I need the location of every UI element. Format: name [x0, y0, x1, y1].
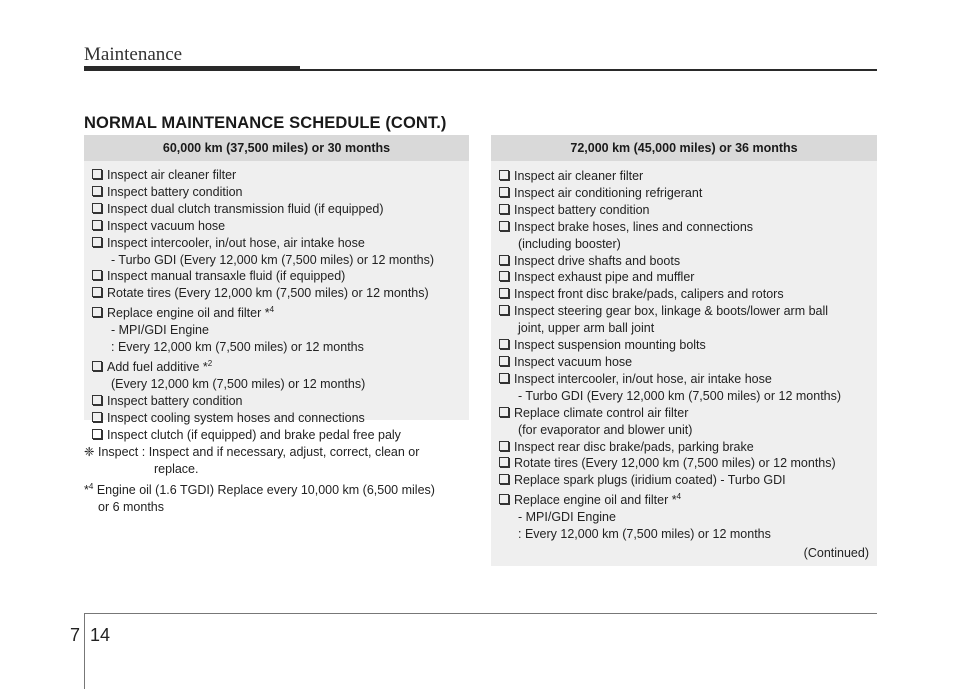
- checklist-item: [92, 393, 461, 410]
- footnote-sup: 4: [88, 482, 94, 491]
- checkbox-icon: [92, 203, 102, 213]
- item-text: Replace spark plugs (iridium coated) - Turbo GDI: [514, 473, 786, 488]
- checklist-item: [92, 167, 461, 184]
- checkbox-icon: [499, 494, 509, 504]
- section-title: NORMAL MAINTENANCE SCHEDULE (CONT.): [84, 114, 447, 132]
- item-text: Add fuel additive *: [107, 360, 208, 375]
- item-text: - Turbo GDI (Every 12,000 km (7,500 miles) or 12 months): [518, 388, 842, 403]
- item-text: (for evaporator and blower unit): [518, 422, 693, 437]
- item-text: Inspect vacuum hose: [107, 218, 226, 233]
- list-item-detail: [499, 526, 869, 543]
- checklist-item: [92, 285, 461, 302]
- item-text: Inspect air conditioning refrigerant: [514, 185, 703, 200]
- item-text: Replace climate control air filter: [514, 405, 689, 420]
- item-text: Inspect exhaust pipe and muffler: [514, 270, 695, 285]
- checkbox-icon: [499, 407, 509, 417]
- checkbox-icon: [499, 271, 509, 281]
- footer-vertical-rule: [84, 613, 85, 689]
- item-text: Inspect battery condition: [107, 394, 243, 409]
- checklist-item: [499, 219, 869, 236]
- checklist-item: [499, 185, 869, 202]
- header-rule-thin: [300, 69, 877, 71]
- checkbox-icon: [92, 412, 102, 422]
- item-text: Inspect brake hoses, lines and connections: [514, 219, 754, 234]
- checklist-item: [499, 371, 869, 388]
- list-item-detail: [499, 236, 869, 253]
- checklist-item: [92, 410, 461, 427]
- item-text: Replace engine oil and filter *: [514, 493, 677, 508]
- checklist-item: [92, 427, 461, 444]
- footnote-mark: *: [84, 483, 89, 498]
- item-text: (including booster): [518, 236, 621, 251]
- item-text: Inspect air cleaner filter: [107, 168, 237, 182]
- left-box-heading: 60,000 km (37,500 miles) or 30 months: [84, 135, 469, 161]
- list-item-detail: [499, 320, 869, 337]
- checklist-item: [499, 303, 869, 320]
- checklist-item: [499, 253, 869, 270]
- checkbox-icon: [92, 287, 102, 297]
- checkbox-icon: [92, 361, 102, 371]
- footnote-line2: or 6 months: [98, 500, 165, 515]
- item-text: Inspect suspension mounting bolts: [514, 338, 706, 353]
- item-text: Inspect drive shafts and boots: [514, 253, 681, 268]
- item-text: Inspect battery condition: [107, 184, 243, 199]
- left-schedule-box: [84, 135, 469, 442]
- checklist-item: [92, 235, 461, 252]
- right-box-list: [491, 161, 877, 568]
- inspect-note: [84, 444, 469, 478]
- right-schedule-box: [491, 135, 877, 566]
- checkbox-icon: [499, 339, 509, 349]
- left-box-list: [84, 161, 469, 450]
- checkbox-icon: [92, 429, 102, 439]
- checkbox-icon: [499, 373, 509, 383]
- checkbox-icon: [499, 457, 509, 467]
- checklist-item: [499, 168, 869, 185]
- list-item-detail: [92, 252, 461, 269]
- checkbox-icon: [499, 170, 509, 180]
- checklist-item: [92, 356, 461, 376]
- checkbox-icon: [499, 356, 509, 366]
- checkbox-icon: [499, 221, 509, 231]
- list-item-detail: [499, 388, 869, 405]
- checklist-item: [499, 439, 869, 456]
- footnote-ref: 4: [269, 305, 275, 315]
- checkbox-icon: [92, 186, 102, 196]
- checklist-item: [92, 201, 461, 218]
- checkbox-icon: [92, 307, 102, 317]
- item-text: Inspect intercooler, in/out hose, air intake hose: [107, 235, 365, 250]
- item-text: joint, upper arm ball joint: [518, 321, 655, 336]
- item-text: Inspect intercooler, in/out hose, air intake hose: [514, 371, 772, 386]
- item-text: - Turbo GDI (Every 12,000 km (7,500 miles) or 12 months): [111, 252, 435, 267]
- checklist-item: [499, 472, 869, 489]
- item-text: Rotate tires (Every 12,000 km (7,500 miles) or 12 months): [107, 286, 429, 301]
- checkbox-icon: [499, 305, 509, 315]
- footnote-ref: 4: [676, 492, 682, 502]
- engine-oil-footnote: [84, 479, 469, 516]
- item-text: Replace engine oil and filter *: [107, 306, 270, 321]
- header-rule-thick: [84, 66, 300, 71]
- item-text: Inspect steering gear box, linkage & boots/lower arm ball: [514, 304, 829, 319]
- item-text: Inspect battery condition: [514, 202, 650, 217]
- checkbox-icon: [92, 395, 102, 405]
- checkbox-icon: [499, 474, 509, 484]
- checklist-item: [499, 354, 869, 371]
- checkbox-icon: [499, 204, 509, 214]
- item-text: Inspect vacuum hose: [514, 354, 633, 369]
- checkbox-icon: [92, 220, 102, 230]
- item-text: Inspect manual transaxle fluid (if equipped): [107, 269, 346, 284]
- checklist-item: [499, 489, 869, 509]
- checklist-item: [499, 455, 869, 472]
- footer-horizontal-rule: [84, 613, 877, 614]
- checklist-item: [499, 286, 869, 303]
- checklist-item: [499, 269, 869, 286]
- checkbox-icon: [499, 288, 509, 298]
- checklist-item: [92, 302, 461, 322]
- checklist-item: [499, 405, 869, 422]
- continued-label: (Continued): [803, 546, 869, 561]
- checkbox-icon: [92, 270, 102, 280]
- page-number: 14: [90, 625, 111, 645]
- checklist-item: [92, 218, 461, 235]
- item-text: Inspect rear disc brake/pads, parking brake: [514, 439, 754, 454]
- checkbox-icon: [92, 237, 102, 247]
- list-item-detail: [499, 422, 869, 439]
- item-text: Inspect front disc brake/pads, calipers and rotors: [514, 287, 784, 302]
- checklist-item: [92, 268, 461, 285]
- checklist-item: [499, 202, 869, 219]
- footnote-line1: Engine oil (1.6 TGDI) Replace every 10,000 km (6,500 miles): [96, 483, 435, 498]
- checkbox-icon: [499, 255, 509, 265]
- checklist-item: [92, 184, 461, 201]
- checkbox-icon: [499, 187, 509, 197]
- item-text: Inspect air cleaner filter: [514, 169, 644, 183]
- chapter-number: 7: [70, 625, 81, 645]
- list-item-detail: [92, 339, 461, 356]
- inspect-note-line2: replace.: [154, 461, 199, 476]
- checkbox-icon: [92, 169, 102, 179]
- item-text: - MPI/GDI Engine: [111, 323, 209, 338]
- item-text: - MPI/GDI Engine: [518, 510, 616, 525]
- list-item-detail: [92, 322, 461, 339]
- item-text: : Every 12,000 km (7,500 miles) or 12 months: [111, 340, 364, 355]
- item-text: (Every 12,000 km (7,500 miles) or 12 months): [111, 377, 366, 392]
- list-item-detail: [92, 376, 461, 393]
- checklist-item: [499, 337, 869, 354]
- footnote-ref: 2: [207, 359, 213, 369]
- item-text: Inspect cooling system hoses and connections: [107, 411, 365, 425]
- header-title: Maintenance: [84, 44, 183, 65]
- item-text: Inspect clutch (if equipped) and brake pedal free paly: [107, 427, 401, 442]
- item-text: Inspect dual clutch transmission fluid (if equipped): [107, 201, 384, 216]
- inspect-note-symbol: ❈: [84, 445, 95, 459]
- checkbox-icon: [499, 441, 509, 451]
- item-text: : Every 12,000 km (7,500 miles) or 12 months: [518, 527, 771, 542]
- right-box-heading: 72,000 km (45,000 miles) or 36 months: [491, 135, 877, 161]
- list-item-detail: [499, 509, 869, 526]
- inspect-note-line1: Inspect : Inspect and if necessary, adjust, correct, clean or: [97, 445, 420, 459]
- item-text: Rotate tires (Every 12,000 km (7,500 miles) or 12 months): [514, 456, 836, 471]
